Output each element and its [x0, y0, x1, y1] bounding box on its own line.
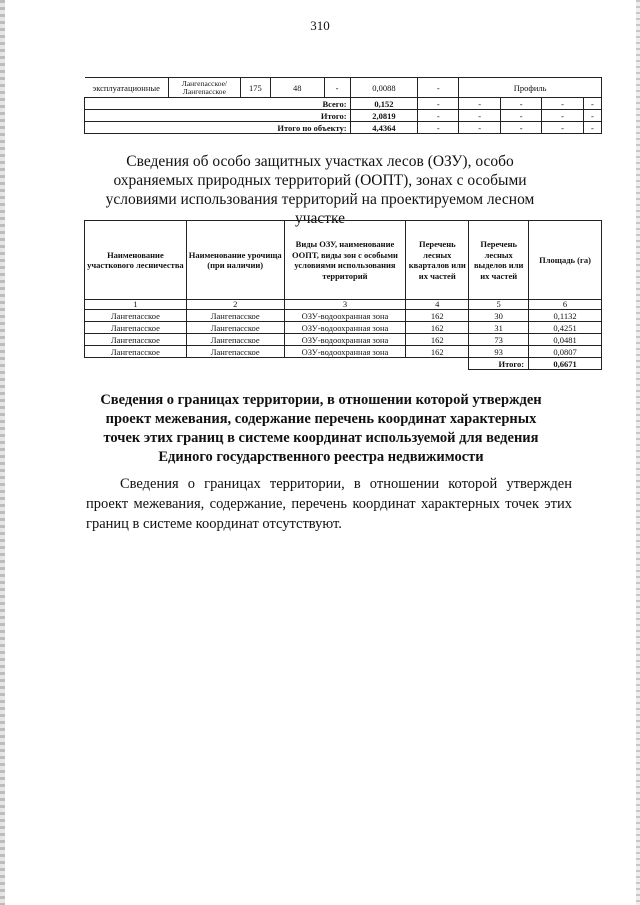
- cell-tract: Лангепасское: [186, 334, 284, 346]
- cell-forestry: Лангепасское: [85, 322, 187, 334]
- header-quarters: Перечень лесных кварталов или их частей: [406, 221, 469, 300]
- ozu-section-heading: Сведения об особо защитных участках лесов (ОЗУ), особо охраняемых природных территорий (ООПТ), зонах с особыми условиями использования территорий на проектируемом лесном участке: [105, 153, 535, 227]
- boundaries-paragraph: Сведения о границах территории, в отношении которой утвержден проект межевания, содержание, перечень координат характерных точек этих границ в системе координат отсутствуют.: [86, 476, 572, 532]
- cell-dash: -: [501, 122, 542, 134]
- cell-dash: -: [459, 122, 501, 134]
- cell-section: 31: [469, 322, 529, 334]
- cell-tract: Лангепасское: [186, 310, 284, 322]
- cell-section: 73: [469, 334, 529, 346]
- scan-edge-right: [636, 0, 640, 905]
- cell-forestry: Лангепасское: [85, 334, 187, 346]
- cell-zone: ОЗУ-водоохранная зона: [284, 346, 406, 358]
- cell-dash: -: [583, 122, 601, 134]
- table-row: [85, 122, 602, 134]
- cell-quarter: 162: [406, 322, 469, 334]
- cell-dash: -: [418, 78, 459, 98]
- cell-dash: -: [583, 98, 601, 110]
- cell-section: 93: [469, 346, 529, 358]
- cell-quarter: 175: [240, 78, 270, 98]
- cell-dash: -: [542, 98, 584, 110]
- cell-purpose: эксплуатационные: [85, 78, 169, 98]
- table-header-row: [85, 221, 602, 300]
- table-row: [85, 78, 602, 98]
- blank-cell: [85, 358, 469, 370]
- cell-quarter: 162: [406, 334, 469, 346]
- total-label: Итого по объекту:: [85, 122, 351, 134]
- column-number: 4: [406, 300, 469, 310]
- cell-dash: -: [418, 110, 459, 122]
- cell-area: 0,0807: [529, 346, 602, 358]
- cell-forestry: Лангепасское: [85, 310, 187, 322]
- cell-dash: -: [418, 122, 459, 134]
- table-row: [85, 334, 602, 346]
- total-value: 4,4364: [350, 122, 418, 134]
- total-row: [85, 358, 602, 370]
- continuation-table: [84, 77, 602, 134]
- cell-dash: -: [501, 98, 542, 110]
- column-number: 1: [85, 300, 187, 310]
- ozu-table: [84, 220, 602, 370]
- cell-dash: -: [324, 78, 350, 98]
- total-label: Всего:: [85, 98, 351, 110]
- cell-section: 48: [270, 78, 324, 98]
- header-sections: Перечень лесных выделов или их частей: [469, 221, 529, 300]
- cell-section: 30: [469, 310, 529, 322]
- cell-dash: -: [501, 110, 542, 122]
- location-line-2: Лангепасское: [182, 86, 226, 96]
- cell-tract: Лангепасское: [186, 322, 284, 334]
- cell-location: [168, 78, 240, 98]
- total-label: Итого:: [85, 110, 351, 122]
- cell-area: 0,4251: [529, 322, 602, 334]
- cell-quarter: 162: [406, 310, 469, 322]
- table-row: [85, 346, 602, 358]
- cell-area: 0,1132: [529, 310, 602, 322]
- header-tract: Наименование урочища (при наличии): [186, 221, 284, 300]
- column-number: 5: [469, 300, 529, 310]
- cell-area: 0,0088: [350, 78, 418, 98]
- total-value: 2,0819: [350, 110, 418, 122]
- table-row: [85, 310, 602, 322]
- cell-tract: Лангепасское: [186, 346, 284, 358]
- cell-dash: -: [542, 122, 584, 134]
- cell-quarter: 162: [406, 346, 469, 358]
- cell-zone: ОЗУ-водоохранная зона: [284, 322, 406, 334]
- cell-area: 0,0481: [529, 334, 602, 346]
- scan-edge-left: [0, 0, 5, 905]
- table-row: [85, 322, 602, 334]
- header-zone-type: Виды ОЗУ, наименование ООПТ, виды зон с особыми условиями использования территорий: [284, 221, 406, 300]
- boundaries-section-heading: Сведения о границах территории, в отношении которой утвержден проект межевания, содержание перечень координат характерных точек этих границ в системе координат используемой для ведения Единого государственного реестра недвижимости: [100, 392, 542, 465]
- table-row: [85, 110, 602, 122]
- total-value: 0,6671: [529, 358, 602, 370]
- header-area: Площадь (га): [529, 221, 602, 300]
- total-label: Итого:: [469, 358, 529, 370]
- column-number: 2: [186, 300, 284, 310]
- total-value: 0,152: [350, 98, 418, 110]
- column-number: 3: [284, 300, 406, 310]
- cell-dash: -: [418, 98, 459, 110]
- header-forestry: Наименование участкового лесничества: [85, 221, 187, 300]
- column-number: 6: [529, 300, 602, 310]
- column-number-row: [85, 300, 602, 310]
- cell-dash: -: [459, 98, 501, 110]
- cell-forestry: Лангепасское: [85, 346, 187, 358]
- location-line-1: Лангепасское/: [181, 78, 228, 88]
- cell-zone: ОЗУ-водоохранная зона: [284, 310, 406, 322]
- cell-type: Профиль: [459, 78, 602, 98]
- cell-dash: -: [542, 110, 584, 122]
- cell-dash: -: [459, 110, 501, 122]
- table-row: [85, 98, 602, 110]
- cell-dash: -: [583, 110, 601, 122]
- page-number: 310: [310, 18, 330, 33]
- cell-zone: ОЗУ-водоохранная зона: [284, 334, 406, 346]
